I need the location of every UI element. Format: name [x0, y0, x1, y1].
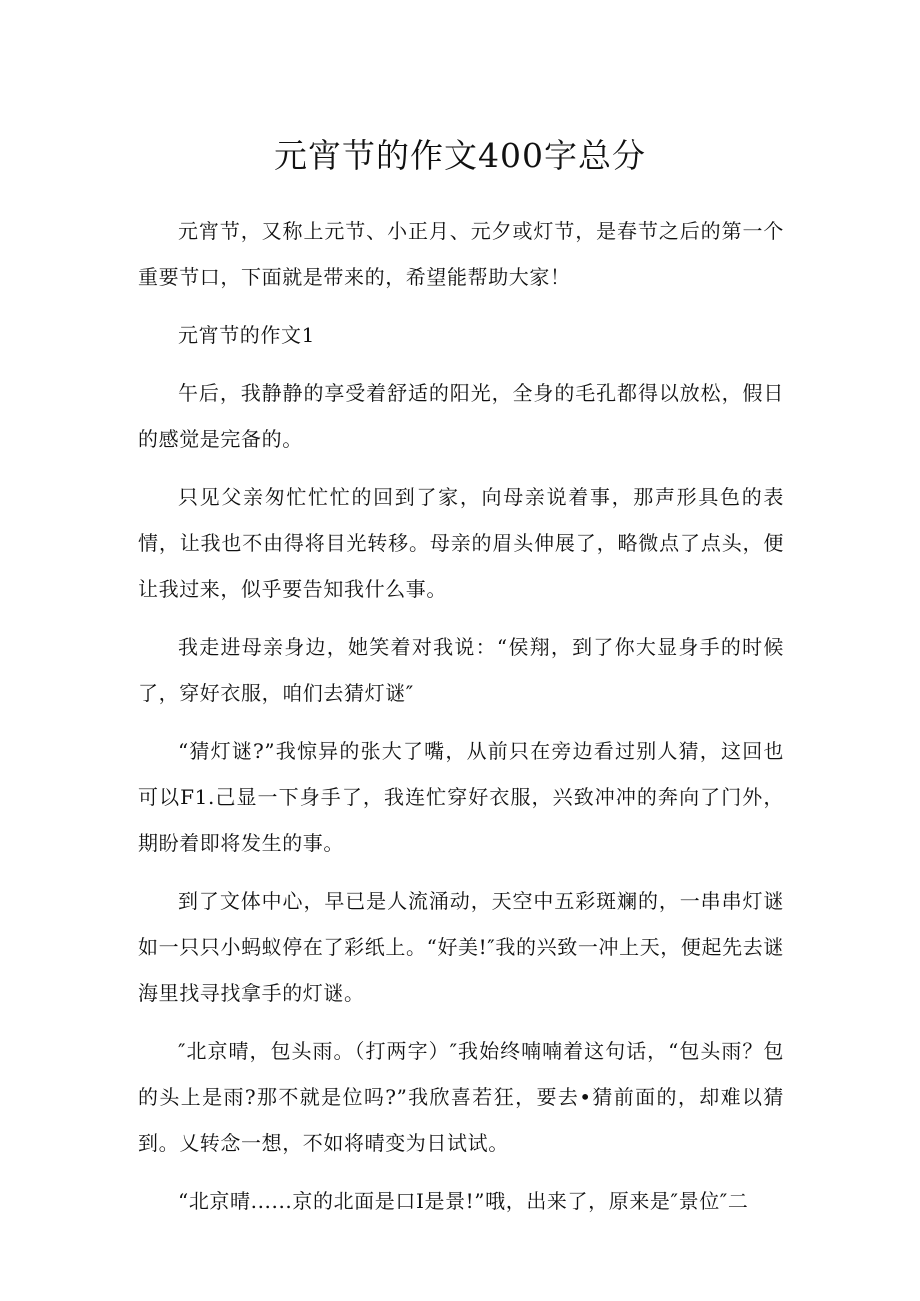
- body-paragraph: 到了文体中心，早已是人流涌动，天空中五彩斑斓的，一串串灯谜如一只只小蚂蚁停在了彩纸上。“好美!″我的兴致一冲上天，便起先去谜海里找寻找拿手的灯谜。: [138, 889, 784, 1005]
- body-paragraph: “猜灯谜?”我惊异的张大了嘴，从前只在旁边看过别人猜，这回也可以F1.己显一下身手了，我连忙穿好衣服，兴致冲冲的奔向了门外，期盼着即将发生的事。: [138, 739, 784, 855]
- body-paragraph: 只见父亲匆忙忙忙的回到了家，向母亲说着事，那声形具色的表情，让我也不由得将目光转移。母亲的眉头伸展了，略微点了点头，便让我过来，似乎要告知我什么事。: [138, 485, 784, 601]
- body-paragraph: 我走进母亲身边，她笑着对我说：“侯翔，到了你大显身手的时候了，穿好衣服，咱们去猜灯谜″: [138, 635, 784, 705]
- body-paragraph: 午后，我静静的享受着舒适的阳光，全身的毛孔都得以放松，假日的感觉是完备的。: [138, 381, 784, 451]
- intro-paragraph: 元宵节，又称上元节、小正月、元夕或灯节，是春节之后的第一个重要节口，下面就是带来的，希望能帮助大家！: [138, 219, 784, 289]
- body-paragraph: “北京晴......京的北面是口Ⅰ是景!”哦，出来了，原来是″景位″二: [178, 1189, 749, 1213]
- document-title: 元宵节的作文400字总分: [274, 136, 646, 175]
- body-paragraph: ″北京晴，包头雨。（打两字）″我始终喃喃着这句话，“包头雨？包的头上是雨?那不就是位吗?”我欣喜若狂，要去•猜前面的，却难以猜到。乂转念一想，不如将晴变为日试试。: [138, 1039, 784, 1155]
- section-heading: 元宵节的作文1: [178, 323, 315, 347]
- document-body: [138, 208, 784, 1236]
